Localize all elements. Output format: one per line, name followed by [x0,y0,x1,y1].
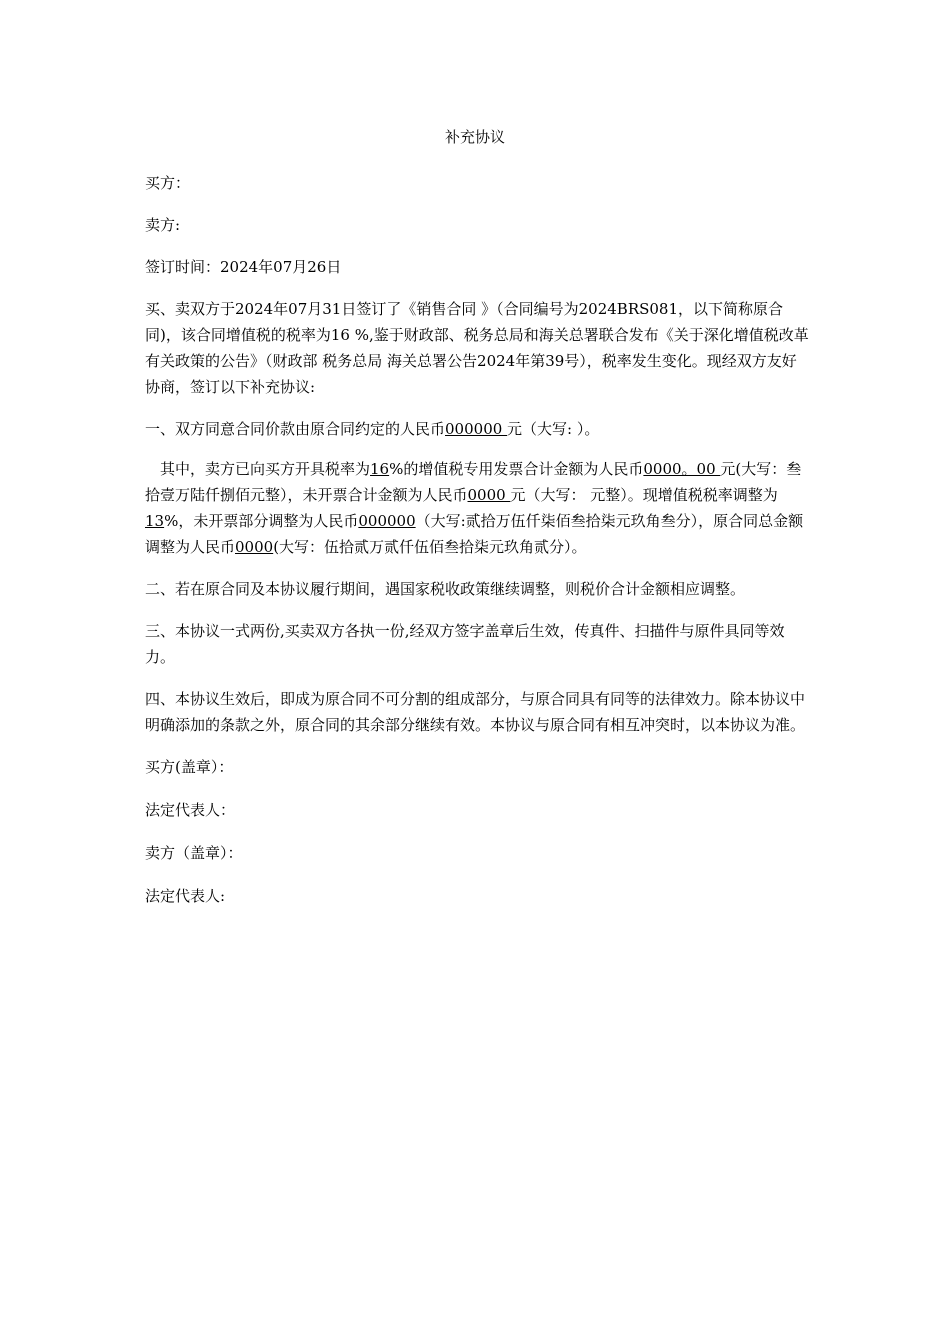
clause-4: 四、本协议生效后，即成为原合同不可分割的组成部分，与原合同具有同等的法律效力。除本协议中明确添加的条款之外，原合同的其余部分继续有效。本协议与原合同有相互冲突时，以本协议为准。 [145,690,806,734]
adjusted-uninvoiced-amount: 000000 [358,512,416,530]
buyer-representative-line: 法定代表人： [145,801,236,819]
clause-1 [145,416,810,442]
invoiced-amount: 0000。00 [643,460,721,478]
detail-text-1: 其中，卖方已向买方开具税率为 [160,460,371,478]
detail-text-3: 元(大写：叁拾壹万陆仟捌佰元整），未开票合计金额为人民币 [145,460,802,504]
detail-text-6: （大写:贰拾万伍仟柒佰叁拾柒元玖角叁分），原合同总金额调整为人民币 [145,512,804,556]
detail-text-5: %，未开票部分调整为人民币 [164,512,359,530]
intro-paragraph: 买、卖双方于2024年07月31日签订了《销售合同 》（合同编号为2024BRS081，以下简称原合同)，该合同增值税的税率为16 %,鉴于财政部、税务总局和海关总署联合发布《关于深化增值税改革有关政策的公告》（财政部 税务总局 海关总署公告2024年第39号），税率发生变化。现经双方友好协商，签订以下补充协议: [145,300,809,396]
detail-text-7: (大写：伍拾贰万贰仟伍佰叁拾柒元玖角贰分）。 [273,538,587,556]
clause-1-before: 一、双方同意合同价款由原合同约定的人民币 [145,420,446,438]
seller-seal-line: 卖方（盖章）： [145,844,243,862]
document-title: 补充协议 [444,128,505,146]
detail-text-2: %的增值税专用发票合计金额为人民币 [389,460,644,478]
adjusted-total-amount: 0000 [235,538,274,556]
clause-2: 二、若在原合同及本协议履行期间，遇国家税收政策继续调整，则税价合计金额相应调整。 [145,580,746,598]
buyer-seal-line: 买方(盖章）： [145,758,234,776]
sign-date-line: 签订时间：2024年07月26日 [145,258,342,276]
old-tax-rate: 16 [370,460,390,478]
clause-3: 三、本协议一式两份,买卖双方各执一份,经双方签字盖章后生效，传真件、扫描件与原件具同等效力。 [145,622,785,666]
new-tax-rate: 13 [145,512,165,530]
original-amount: 000000 [445,420,508,438]
clause-1-detail [145,456,810,560]
document-body [145,170,810,926]
seller-representative-line: 法定代表人: [145,887,226,905]
clause-1-after: 元（大写: ）。 [507,420,600,438]
seller-line: 卖方: [145,216,181,234]
uninvoiced-amount: 0000 [467,486,511,504]
detail-text-4: 元（大写： 元整）。现增值税税率调整为 [510,486,778,504]
buyer-line: 买方： [145,174,191,192]
